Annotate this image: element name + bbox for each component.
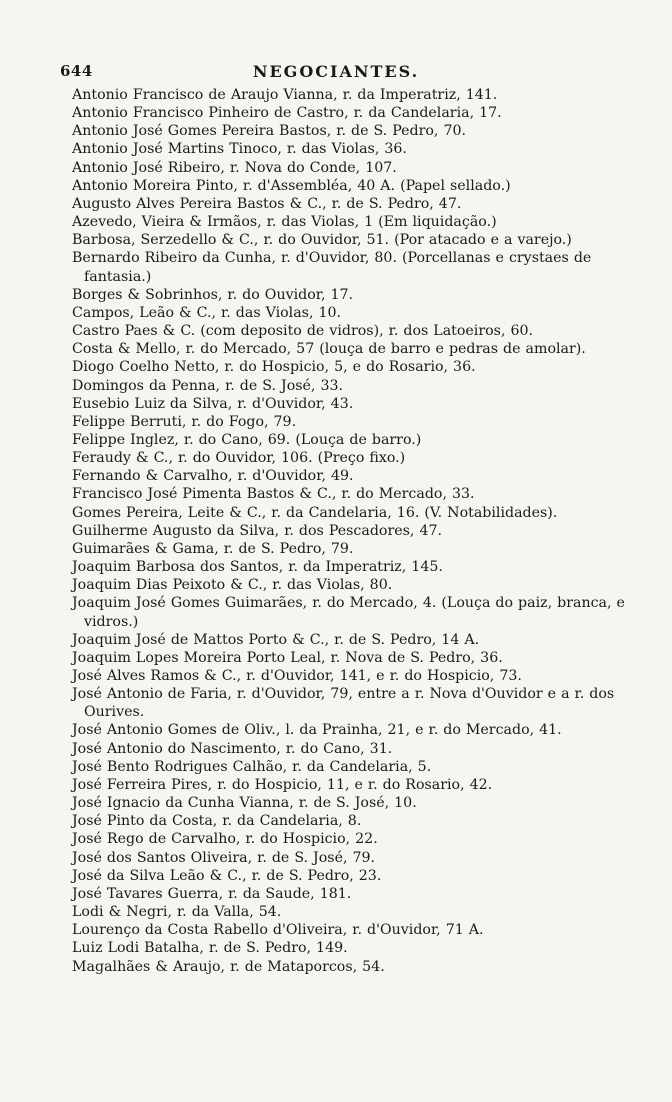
list-item: Fernando & Carvalho, r. d'Ouvidor, 49. [72,468,354,485]
list-item: José Pinto da Costa, r. da Candelaria, 8. [72,813,362,830]
list-item: Lourenço da Costa Rabello d'Oliveira, r. d'Ouvidor, 71 A. [72,922,484,939]
list-item: Antonio Francisco Pinheiro de Castro, r. da Candelaria, 17. [72,105,502,122]
list-item: Felippe Berruti, r. do Fogo, 79. [72,413,297,430]
list-item: Domingos da Penna, r. de S. José, 33. [72,377,344,394]
list-item: Joaquim Barbosa dos Santos, r. da Imperatriz, 145. [72,559,443,576]
list-item: Campos, Leão & C., r. das Violas, 10. [72,304,342,321]
page-header [0,62,672,84]
running-head: NEGOCIANTES. [252,62,420,81]
list-item: José Rego de Carvalho, r. do Hospicio, 22. [72,831,378,848]
list-item: Barbosa, Serzedello & C., r. do Ouvidor, 51. (Por atacado e a varejo.) [72,232,572,249]
list-item: Gomes Pereira, Leite & C., r. da Candelaria, 16. (V. Notabilidades). [72,504,558,521]
list-item: José Antonio do Nascimento, r. do Cano, 31. [72,740,393,757]
list-item: Antonio José Martins Tinoco, r. das Violas, 36. [72,141,407,158]
list-item: Bernardo Ribeiro da Cunha, r. d'Ouvidor, 80. (Porcellanas e crystaes de fantasia.) [72,250,592,285]
list-item: José dos Santos Oliveira, r. de S. José, 79. [72,849,376,866]
list-item: Costa & Mello, r. do Mercado, 57 (louça de barro e pedras de amolar). [72,341,586,358]
list-item: José Antonio Gomes de Oliv., l. da Prainha, 21, e r. do Mercado, 41. [72,722,562,739]
list-item: Joaquim Dias Peixoto & C., r. das Violas, 80. [72,577,393,594]
list-item: Antonio José Ribeiro, r. Nova do Conde, 107. [72,159,397,176]
list-item: José Bento Rodrigues Calhão, r. da Candelaria, 5. [72,758,432,775]
list-item: José Antonio de Faria, r. d'Ouvidor, 79, entre a r. Nova d'Ouvidor e a r. dos Ourives. [72,686,615,721]
list-item: Castro Paes & C. (com deposito de vidros), r. dos Latoeiros, 60. [72,323,534,340]
list-item: Augusto Alves Pereira Bastos & C., r. de S. Pedro, 47. [72,195,462,212]
list-item: Azevedo, Vieira & Irmãos, r. das Violas, 1 (Em liquidação.) [72,214,497,231]
list-item: Diogo Coelho Netto, r. do Hospicio, 5, e do Rosario, 36. [72,359,476,376]
list-item: José Ferreira Pires, r. do Hospicio, 11, e r. do Rosario, 42. [72,776,493,793]
list-item: José Ignacio da Cunha Vianna, r. de S. José, 10. [72,795,417,812]
list-item: Magalhães & Araujo, r. de Mataporcos, 54. [72,958,385,975]
list-item: Feraudy & C., r. do Ouvidor, 106. (Preço fixo.) [72,450,406,467]
list-item: Felippe Inglez, r. do Cano, 69. (Louça de barro.) [72,431,422,448]
list-item: José Alves Ramos & C., r. d'Ouvidor, 141, e r. do Hospicio, 73. [72,668,522,684]
merchant-list [72,86,657,976]
list-item: Joaquim José de Mattos Porto & C., r. de S. Pedro, 14 A. [72,631,480,648]
list-item: Guilherme Augusto da Silva, r. dos Pescadores, 47. [72,522,443,539]
list-item: José Tavares Guerra, r. da Saude, 181. [72,885,352,902]
list-item: Lodi & Negri, r. da Valla, 54. [72,904,282,921]
page-number: 644 [60,62,93,80]
list-item: Guimarães & Gama, r. de S. Pedro, 79. [72,540,354,557]
list-item: Luiz Lodi Batalha, r. de S. Pedro, 149. [72,940,348,957]
list-item: Antonio Moreira Pinto, r. d'Assembléa, 40 A. (Papel sellado.) [72,177,511,194]
list-item: Joaquim José Gomes Guimarães, r. do Mercado, 4. (Louça do paiz, branca, e vidros.) [72,595,625,630]
list-item: Francisco José Pimenta Bastos & C., r. do Mercado, 33. [72,486,475,503]
list-item: Antonio Francisco de Araujo Vianna, r. da Imperatriz, 141. [72,87,498,103]
list-item: Borges & Sobrinhos, r. do Ouvidor, 17. [72,286,354,303]
list-item: José da Silva Leão & C., r. de S. Pedro, 23. [72,867,382,884]
list-item: Antonio José Gomes Pereira Bastos, r. de S. Pedro, 70. [72,123,467,140]
list-item: Joaquim Lopes Moreira Porto Leal, r. Nova de S. Pedro, 36. [72,649,503,666]
list-item: Eusebio Luiz da Silva, r. d'Ouvidor, 43. [72,395,354,412]
